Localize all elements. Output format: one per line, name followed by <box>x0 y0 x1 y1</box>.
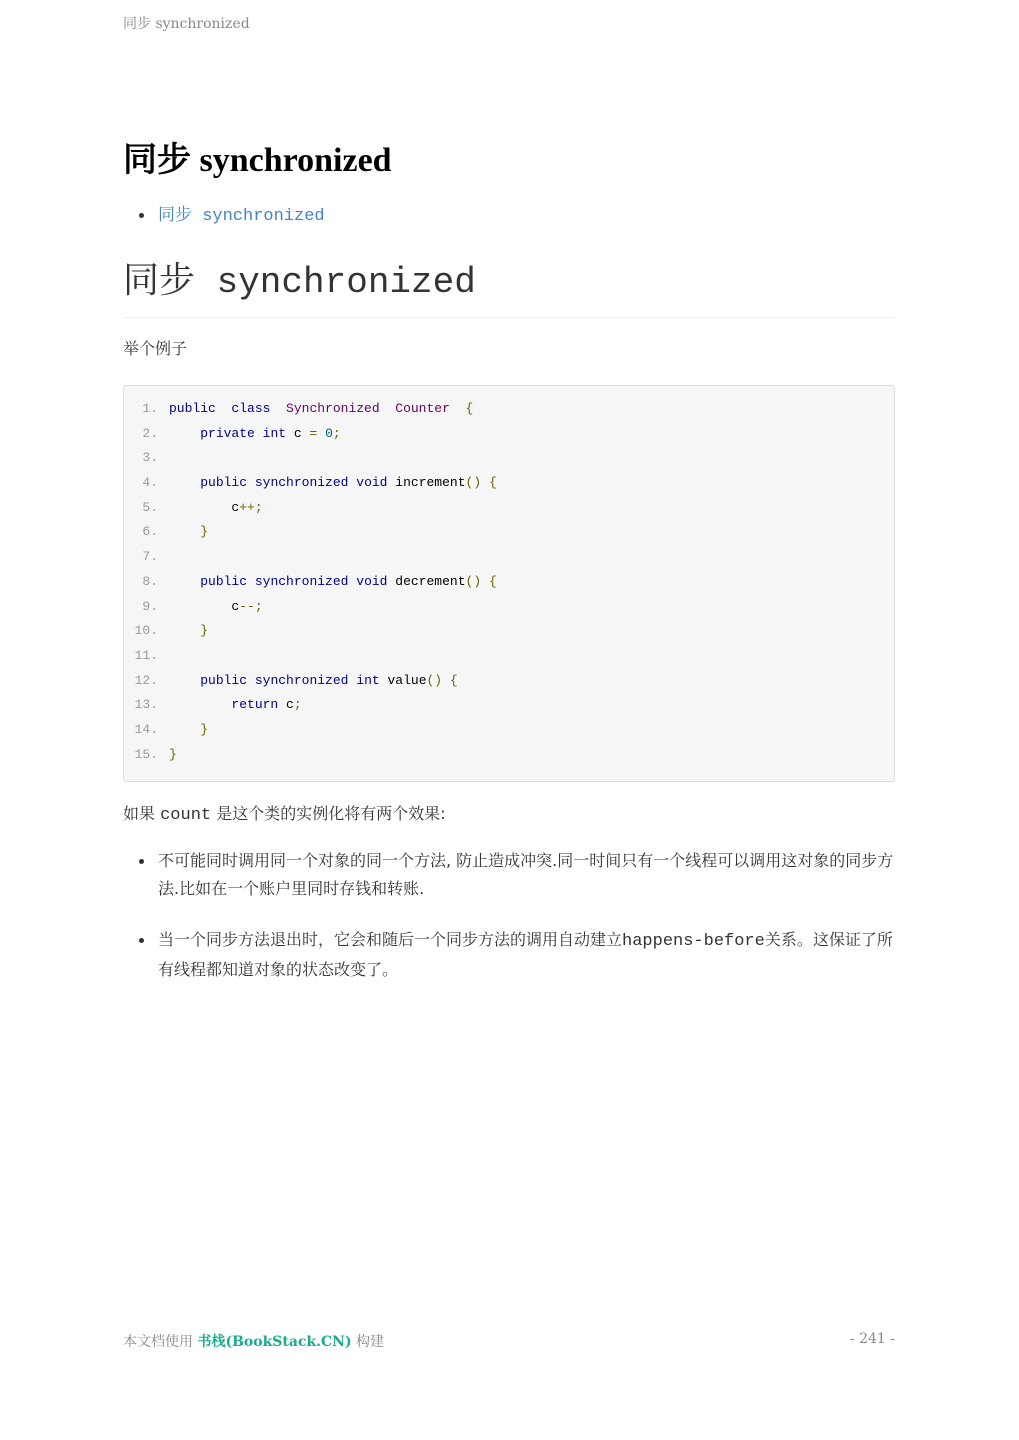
code-token: } <box>200 721 209 737</box>
toc-link[interactable]: 同步 synchronized <box>158 207 325 226</box>
code-token <box>442 673 450 688</box>
code-token: synchronized <box>254 573 349 589</box>
code-token: void <box>356 573 388 589</box>
code-token: private <box>200 425 255 441</box>
line-number: 15. <box>134 746 158 762</box>
footer-credit <box>123 1331 384 1351</box>
page-number: - 241 - <box>849 1331 895 1347</box>
code-block <box>123 385 895 782</box>
code-token: ++; <box>239 499 263 515</box>
code-line <box>124 719 209 744</box>
code-line <box>124 645 158 670</box>
code-token <box>247 673 255 688</box>
code-line <box>124 596 263 621</box>
code-text <box>169 472 497 494</box>
code-token: int <box>262 425 287 441</box>
code-line <box>124 571 497 596</box>
code-token: public <box>169 401 216 416</box>
code-token: } <box>200 623 209 639</box>
code-token <box>317 426 325 441</box>
line-number: 3. <box>142 450 158 466</box>
code-line <box>124 521 209 546</box>
code-line <box>124 670 458 695</box>
inline-code: count <box>160 806 212 825</box>
effect-item <box>123 926 895 984</box>
code-token: c <box>169 499 240 515</box>
line-number: 7. <box>142 549 158 565</box>
code-token: synchronized <box>254 672 349 688</box>
code-text <box>169 694 302 716</box>
effect-text: 当一个同步方法退出时，它会和随后一个同步方法的调用自动建立 <box>158 930 623 949</box>
code-text <box>169 521 208 543</box>
line-number: 12. <box>134 672 158 688</box>
code-line <box>124 472 497 497</box>
code-token: () <box>426 672 443 688</box>
code-token <box>169 524 200 539</box>
code-line <box>124 744 177 769</box>
document-title: 同步 synchronized <box>123 142 392 179</box>
code-token: c <box>278 697 294 713</box>
code-text <box>169 596 263 618</box>
code-token: decrement <box>387 573 466 589</box>
code-token <box>169 623 200 638</box>
code-token: 0 <box>325 425 333 441</box>
after-code-paragraph <box>123 800 446 830</box>
footer-prefix: 本文档使用 <box>123 1334 198 1350</box>
code-token: () <box>465 573 482 589</box>
code-token <box>450 401 466 416</box>
effect-text-tail: 关系。这保证了所有线程都知道对象的状态改变了。 <box>158 930 893 979</box>
line-number: 4. <box>142 475 158 491</box>
code-token <box>247 475 255 490</box>
code-token <box>247 574 255 589</box>
code-token <box>169 697 231 712</box>
code-token: int <box>356 672 380 688</box>
code-token: c <box>286 425 310 441</box>
bullet-icon <box>139 938 144 943</box>
effect-item <box>123 847 895 905</box>
code-token <box>481 475 489 490</box>
code-token: = <box>309 425 318 441</box>
code-token: value <box>379 672 427 688</box>
code-token <box>255 426 263 441</box>
code-token: --; <box>239 598 263 614</box>
code-text <box>169 744 177 766</box>
bookstack-link[interactable]: 书栈(BookStack.CN) <box>197 1334 352 1350</box>
code-token <box>169 475 200 490</box>
bullet-icon <box>139 213 144 218</box>
code-text <box>169 398 473 420</box>
line-number: 8. <box>142 573 158 589</box>
bullet-icon <box>139 859 144 864</box>
code-line <box>124 497 263 522</box>
line-number: 2. <box>142 425 158 441</box>
code-token: class <box>231 401 271 416</box>
code-text <box>169 423 341 445</box>
line-number: 1. <box>142 401 158 416</box>
inline-code: happens-before <box>622 932 765 951</box>
code-token <box>270 401 286 416</box>
code-token <box>169 426 200 441</box>
intro-text: 举个例子 <box>123 339 188 358</box>
code-line <box>124 620 209 645</box>
line-number: 6. <box>142 524 158 540</box>
code-token: Synchronized <box>286 401 380 416</box>
code-token <box>169 574 200 589</box>
code-token: public <box>200 475 248 491</box>
line-number: 14. <box>134 721 158 737</box>
code-text <box>169 571 497 593</box>
code-token: () <box>465 475 482 491</box>
code-token: synchronized <box>254 475 349 491</box>
after-code-suffix: 是这个类的实例化将有两个效果: <box>211 804 446 823</box>
code-line <box>124 546 158 571</box>
code-token: } <box>169 746 177 762</box>
code-token: public <box>200 672 248 688</box>
section-heading: 同步 synchronized <box>123 258 895 318</box>
code-line <box>124 423 341 448</box>
code-token: return <box>231 697 279 713</box>
footer-suffix: 构建 <box>351 1334 385 1350</box>
code-token: } <box>200 524 209 540</box>
line-number: 5. <box>142 499 158 515</box>
after-code-prefix: 如果 <box>123 804 161 823</box>
code-token: c <box>169 598 240 614</box>
table-of-contents <box>123 202 325 228</box>
line-number: 9. <box>142 598 158 614</box>
code-token: Counter <box>395 401 450 416</box>
code-token: ; <box>332 425 341 441</box>
code-token: { <box>488 475 497 491</box>
code-text <box>169 719 208 741</box>
code-token: { <box>488 573 497 589</box>
code-line <box>124 694 302 719</box>
code-token: void <box>356 475 388 491</box>
line-number: 11. <box>134 647 158 663</box>
code-token <box>380 401 396 416</box>
code-token <box>169 673 200 688</box>
line-number: 13. <box>134 697 158 713</box>
effect-text: 不可能同时调用同一个对象的同一个方法, 防止造成冲突.同一时间只有一个线程可以调用这对象的同步方法.比如在一个账户里同时存钱和转账. <box>158 851 894 898</box>
code-token <box>169 722 200 737</box>
code-token: increment <box>387 475 466 491</box>
code-token <box>216 401 232 416</box>
code-token: { <box>465 401 474 416</box>
code-text <box>169 497 263 519</box>
code-text <box>169 670 458 692</box>
code-line <box>124 447 158 472</box>
toc-item <box>123 202 325 228</box>
running-header: 同步 synchronized <box>123 16 250 32</box>
code-token: { <box>449 672 458 688</box>
line-number: 10. <box>134 623 158 639</box>
code-token: ; <box>293 697 302 713</box>
effects-list <box>123 847 895 1005</box>
code-token <box>481 574 489 589</box>
code-token: public <box>200 573 248 589</box>
code-lines <box>124 398 497 768</box>
code-line <box>124 398 474 423</box>
code-text <box>169 620 208 642</box>
